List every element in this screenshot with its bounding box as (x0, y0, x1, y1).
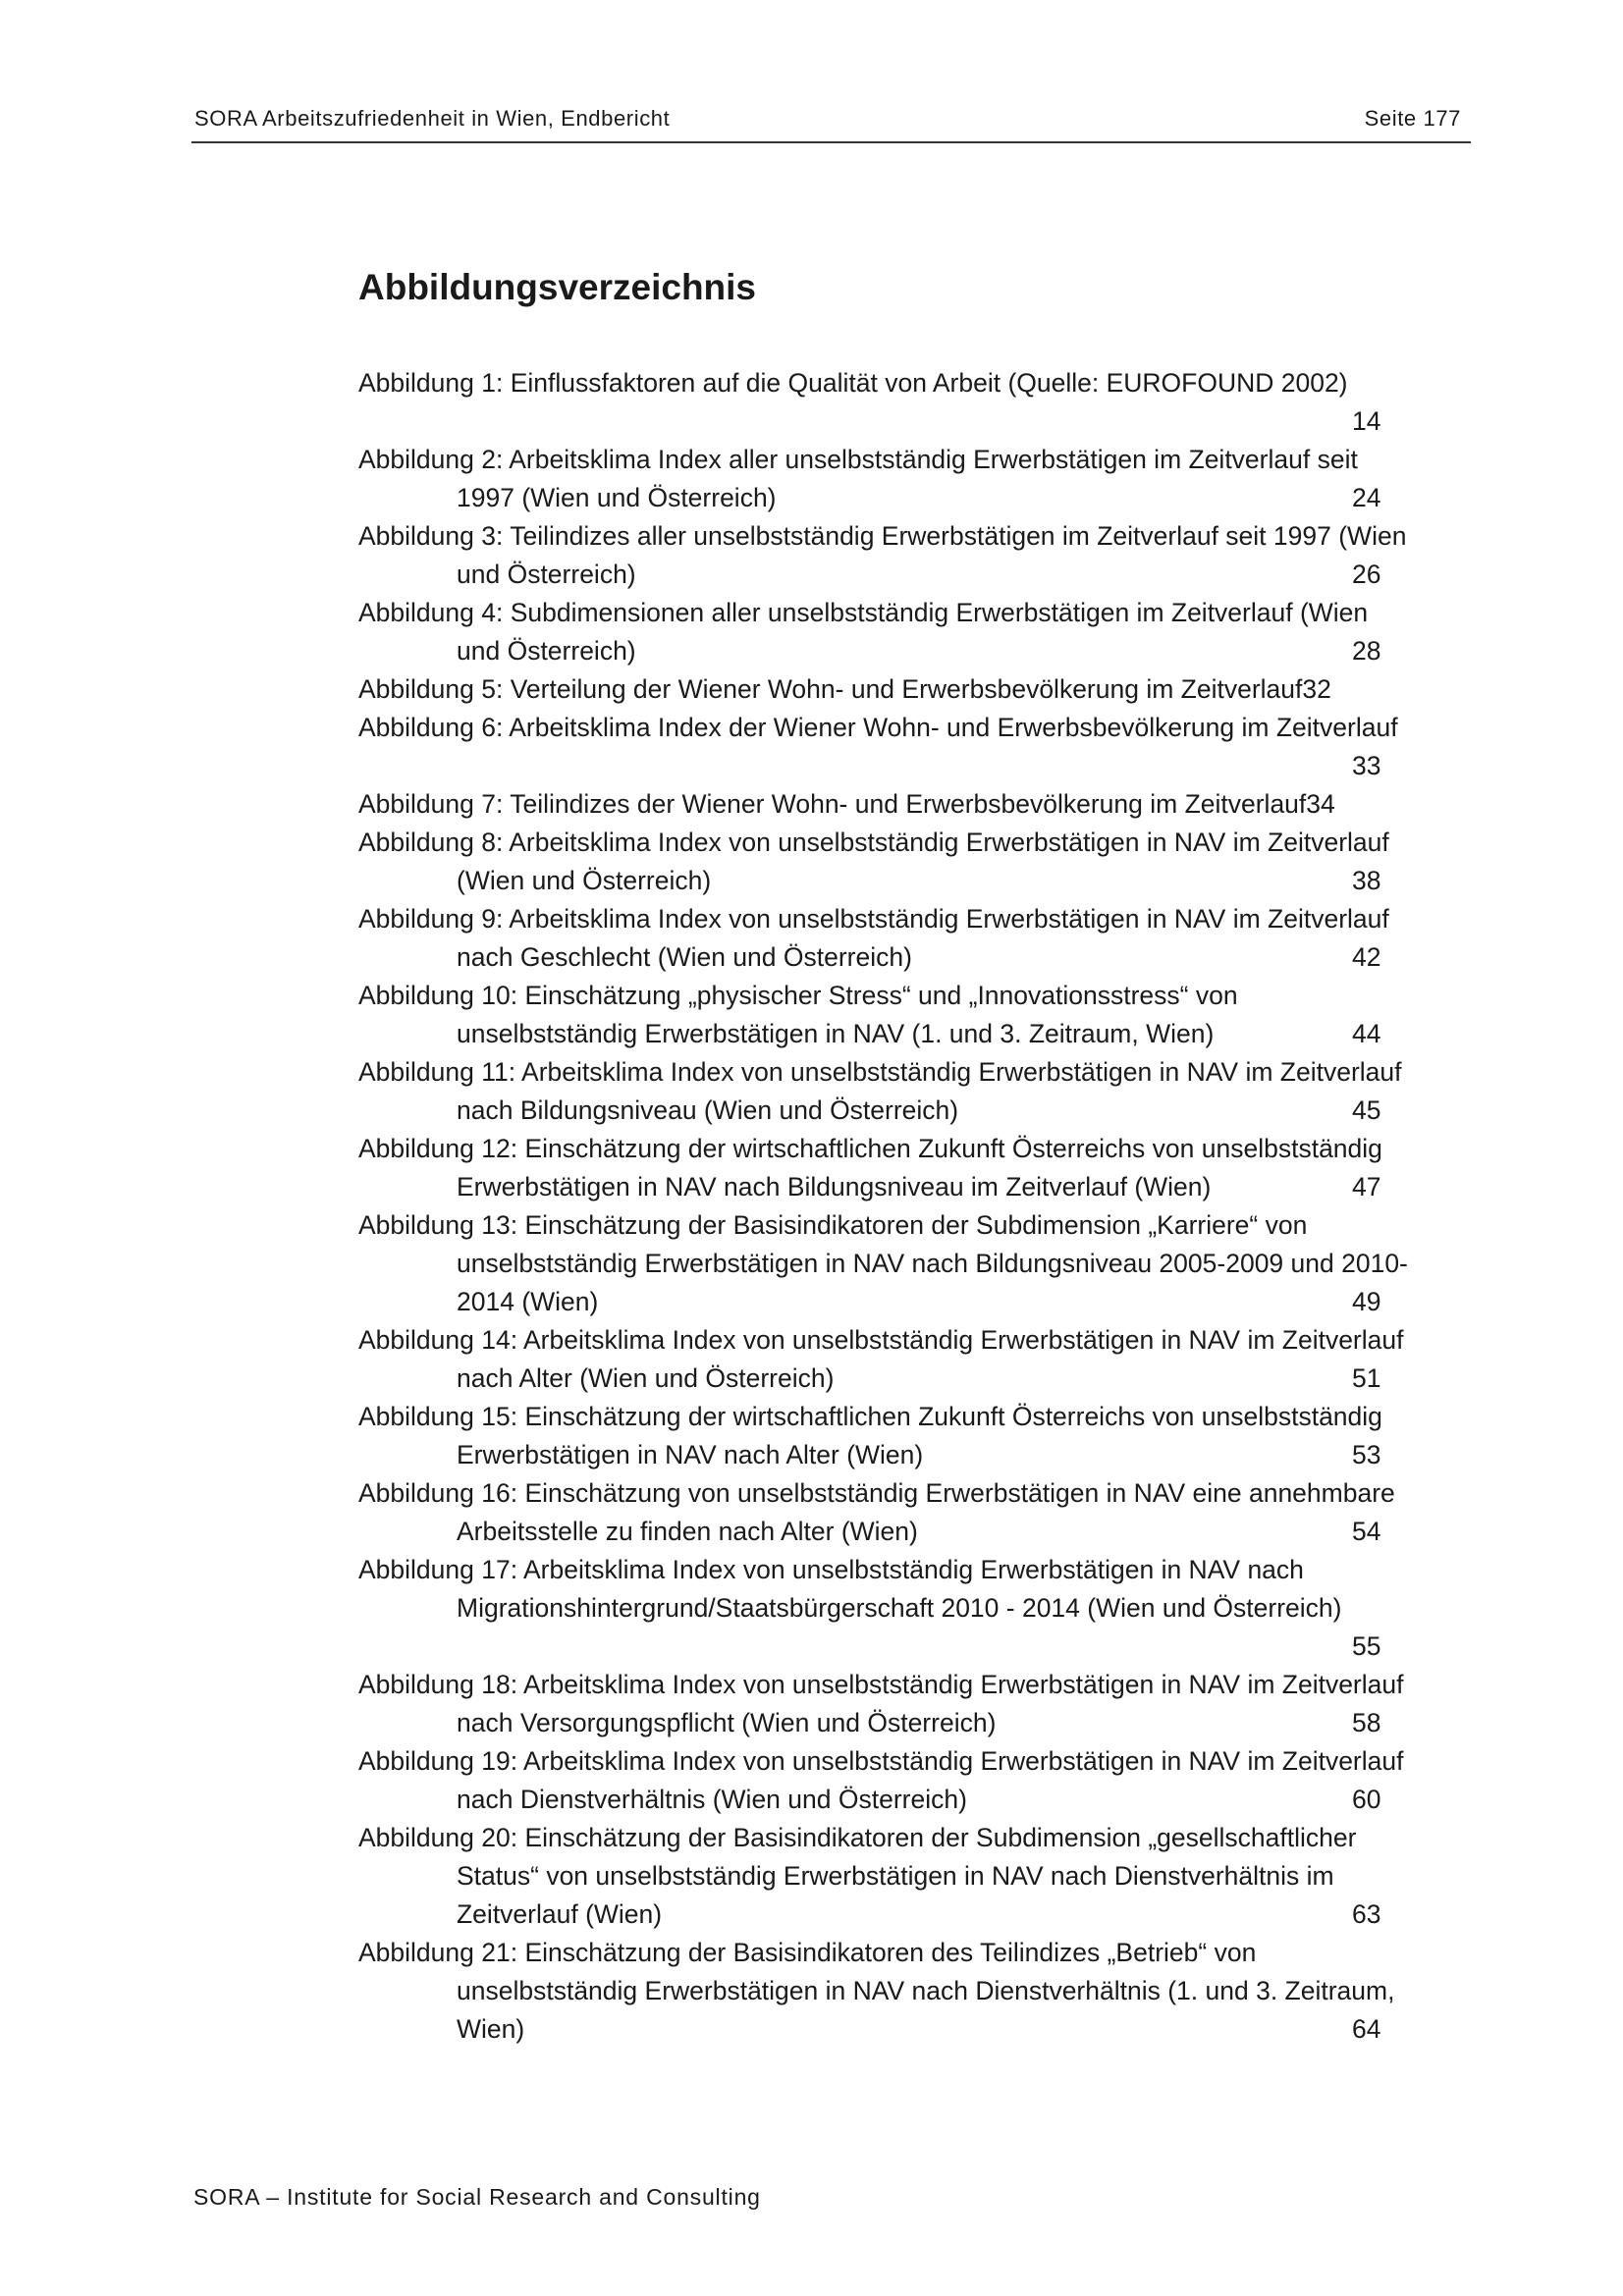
toc-entry-text: unselbstständig Erwerbstätigen in NAV (1. und 3. Zeitraum, Wien) (457, 1019, 1215, 1048)
toc-entry-line (358, 1321, 1473, 1360)
toc-entry[interactable] (358, 1934, 1473, 2049)
toc-entry-text: Abbildung 13: Einschätzung der Basisindikatoren der Subdimension „Karriere“ von (358, 1210, 1308, 1240)
toc-entry-text: Abbildung 4: Subdimensionen aller unselbstständig Erwerbstätigen im Zeitverlauf (Wien (358, 598, 1369, 627)
toc-entry-caption (358, 1742, 1473, 1819)
toc-entry-text: nach Versorgungspflicht (Wien und Österreich) (457, 1708, 997, 1737)
toc-entry-line (358, 2010, 1473, 2049)
toc-entry-line (358, 1015, 1473, 1053)
toc-entry-line (358, 517, 1473, 556)
toc-entry-text: Status“ von unselbstständig Erwerbstätigen in NAV nach Dienstverhältnis im (457, 1861, 1334, 1891)
toc-entry-caption (358, 364, 1473, 441)
toc-entry-line (358, 1130, 1473, 1168)
toc-entry-text: Migrationshintergrund/Staatsbürgerschaft 2010 - 2014 (Wien und Österreich) (457, 1593, 1342, 1623)
toc-entry-page-number: 45 (1352, 1095, 1381, 1125)
toc-entry-page-number: 32 (1302, 674, 1331, 704)
toc-entry[interactable] (358, 1206, 1473, 1321)
toc-entry-page-number: 33 (1352, 751, 1381, 780)
toc-entry-caption (358, 670, 1473, 709)
toc-entry-caption (358, 709, 1473, 785)
toc-entry[interactable] (358, 1474, 1473, 1551)
toc-entry-page-number: 63 (1352, 1899, 1381, 1929)
toc-entry-text: Abbildung 5: Verteilung der Wiener Wohn- und Erwerbsbevölkerung im Zeitverlauf (358, 674, 1303, 704)
toc-entry[interactable] (358, 1551, 1473, 1666)
toc-entry-caption (358, 1130, 1473, 1206)
toc-entry-line (358, 479, 1473, 517)
toc-entry-page-number: 51 (1352, 1363, 1381, 1393)
toc-entry-caption (358, 517, 1473, 594)
toc-entry-text: Abbildung 14: Arbeitsklima Index von unselbstständig Erwerbstätigen in NAV im Zeitverlauf (358, 1325, 1404, 1355)
toc-entry-text: 2014 (Wien) (457, 1287, 599, 1316)
toc-entry-text: unselbstständig Erwerbstätigen in NAV nach Bildungsniveau 2005-2009 und 2010- (457, 1249, 1408, 1278)
toc-entry-line (358, 938, 1473, 977)
toc-entry-caption (358, 1053, 1473, 1130)
toc-entry-text: nach Alter (Wien und Österreich) (457, 1363, 835, 1393)
toc-entry-line (358, 1398, 1473, 1436)
toc-entry[interactable] (358, 1742, 1473, 1819)
toc-entry[interactable] (358, 364, 1473, 441)
toc-entry-line (358, 709, 1473, 747)
toc-entry-text: Abbildung 12: Einschätzung der wirtschaftlichen Zukunft Österreichs von unselbstständig (358, 1134, 1382, 1163)
toc-entry[interactable] (358, 1398, 1473, 1474)
toc-entry-page-number: 38 (1352, 866, 1381, 895)
toc-entry-text: Abbildung 17: Arbeitsklima Index von unselbstständig Erwerbstätigen in NAV nach (358, 1555, 1304, 1584)
toc-entry[interactable] (358, 594, 1473, 670)
toc-entry-line (358, 556, 1473, 594)
toc-entry-text: und Österreich) (457, 560, 636, 589)
toc-entry-page-number: 26 (1352, 560, 1381, 589)
page-footer: SORA – Institute for Social Research and Consulting (193, 2184, 761, 2210)
toc-entry-text: und Österreich) (457, 636, 636, 666)
toc-entry-page-number: 47 (1352, 1172, 1381, 1201)
toc-entry-text: Zeitverlauf (Wien) (457, 1899, 663, 1929)
toc-entry-page-number: 54 (1352, 1517, 1381, 1546)
toc-entry-text (457, 406, 463, 436)
toc-entry-line (358, 1666, 1473, 1704)
toc-entry-page-number: 34 (1306, 789, 1335, 819)
toc-entry-text: Abbildung 3: Teilindizes aller unselbstständig Erwerbstätigen im Zeitverlauf seit 1997 (Wien (358, 521, 1407, 551)
toc-entry[interactable] (358, 785, 1473, 824)
toc-entry-text: nach Bildungsniveau (Wien und Österreich) (457, 1095, 959, 1125)
toc-entry-text (457, 751, 463, 780)
toc-entry[interactable] (358, 441, 1473, 517)
toc-entry-line (358, 1283, 1473, 1321)
toc-entry-text: (Wien und Österreich) (457, 866, 712, 895)
toc-entry-page-number: 28 (1352, 636, 1381, 666)
toc-entry-text: Wien) (457, 2014, 525, 2044)
toc-entry-line (358, 670, 1473, 709)
toc-entry-caption (358, 1551, 1473, 1666)
toc-entry-caption (358, 441, 1473, 517)
toc-entry-line (358, 1436, 1473, 1474)
toc-entry-line (358, 1513, 1473, 1551)
header-page-number: Seite 177 (1364, 106, 1461, 131)
toc-entry-line (358, 1628, 1473, 1666)
toc-entry-caption (358, 1934, 1473, 2049)
toc-entry-line (358, 1972, 1473, 2010)
toc-entry-page-number: 64 (1352, 2014, 1381, 2044)
toc-entry-caption (358, 1819, 1473, 1934)
toc-entry-caption (358, 977, 1473, 1053)
toc-entry[interactable] (358, 1666, 1473, 1742)
toc-entry[interactable] (358, 900, 1473, 977)
toc-entry-text: Abbildung 10: Einschätzung „physischer Stress“ und „Innovationsstress“ von (358, 981, 1238, 1010)
toc-entry-caption (358, 1666, 1473, 1742)
toc-entry-caption (358, 1474, 1473, 1551)
toc-entry-line (358, 862, 1473, 900)
toc-entry-page-number: 44 (1352, 1019, 1381, 1048)
toc-entry-line (358, 1206, 1473, 1245)
toc-entry-line (358, 1092, 1473, 1130)
toc-entry-line (358, 364, 1473, 402)
toc-entry-text: Abbildung 21: Einschätzung der Basisindikatoren des Teilindizes „Betrieb“ von (358, 1938, 1257, 1967)
toc-entry-caption (358, 1398, 1473, 1474)
toc-entry-caption (358, 900, 1473, 977)
toc-entry-page-number: 53 (1352, 1440, 1381, 1469)
toc-entry-line (358, 594, 1473, 632)
toc-entry-text: Abbildung 6: Arbeitsklima Index der Wiener Wohn- und Erwerbsbevölkerung im Zeitverlauf (358, 713, 1398, 742)
toc-entry[interactable] (358, 1819, 1473, 1934)
toc-entry-line (358, 785, 1473, 824)
toc-entry-page-number: 60 (1352, 1785, 1381, 1814)
toc-entry-text: nach Geschlecht (Wien und Österreich) (457, 942, 912, 972)
toc-entry-text: 1997 (Wien und Österreich) (457, 483, 777, 512)
toc-entry-page-number: 42 (1352, 942, 1381, 972)
toc-entry[interactable] (358, 709, 1473, 785)
toc-entry-text: Abbildung 18: Arbeitsklima Index von unselbstständig Erwerbstätigen in NAV im Zeitverlauf (358, 1670, 1404, 1699)
toc-entry-text: Abbildung 16: Einschätzung von unselbstständig Erwerbstätigen in NAV eine annehmbare (358, 1478, 1395, 1508)
toc-entry-caption (358, 594, 1473, 670)
toc-entry[interactable] (358, 517, 1473, 594)
toc-entry-text: Erwerbstätigen in NAV nach Alter (Wien) (457, 1440, 924, 1469)
toc-entry[interactable] (358, 824, 1473, 900)
toc-entry-text: unselbstständig Erwerbstätigen in NAV nach Dienstverhältnis (1. und 3. Zeitraum, (457, 1976, 1395, 2005)
toc-entry-line (358, 1742, 1473, 1781)
toc-entry-text: Abbildung 1: Einflussfaktoren auf die Qualität von Arbeit (Quelle: EUROFOUND 2002) (358, 368, 1348, 398)
toc-entry-line (358, 1168, 1473, 1206)
toc-entry-text: Abbildung 8: Arbeitsklima Index von unselbstständig Erwerbstätigen in NAV im Zeitverlauf (358, 828, 1389, 857)
toc-entry-line (358, 1857, 1473, 1896)
toc-entry-line (358, 402, 1473, 441)
toc-entry-text: Abbildung 15: Einschätzung der wirtschaftlichen Zukunft Österreichs von unselbstständig (358, 1402, 1382, 1431)
toc-entry-text: Abbildung 20: Einschätzung der Basisindikatoren der Subdimension „gesellschaftlicher (358, 1823, 1357, 1852)
toc-entry-text: Abbildung 11: Arbeitsklima Index von unselbstständig Erwerbstätigen in NAV im Zeitverlauf (358, 1057, 1402, 1087)
toc-entry[interactable] (358, 977, 1473, 1053)
toc-entry-line (358, 1819, 1473, 1857)
toc-entry-text: Arbeitsstelle zu finden nach Alter (Wien) (457, 1517, 918, 1546)
toc-entry[interactable] (358, 1321, 1473, 1398)
page-title: Abbildungsverzeichnis (358, 267, 757, 307)
figure-index-list (358, 364, 1473, 2049)
toc-entry[interactable] (358, 670, 1473, 709)
toc-entry-line (358, 1245, 1473, 1283)
toc-entry-line (358, 1704, 1473, 1742)
toc-entry[interactable] (358, 1130, 1473, 1206)
toc-entry-page-number: 14 (1352, 406, 1381, 436)
toc-entry-text: Erwerbstätigen in NAV nach Bildungsniveau im Zeitverlauf (Wien) (457, 1172, 1212, 1201)
toc-entry-page-number: 55 (1352, 1631, 1381, 1661)
toc-entry-line (358, 1781, 1473, 1819)
toc-entry-caption (358, 1206, 1473, 1321)
toc-entry-line (358, 441, 1473, 479)
toc-entry-page-number: 24 (1352, 483, 1381, 512)
toc-entry-line (358, 900, 1473, 938)
toc-entry-line (358, 632, 1473, 670)
toc-entry-line (358, 1474, 1473, 1513)
toc-entry-text: nach Dienstverhältnis (Wien und Österreich) (457, 1785, 967, 1814)
toc-entry-text: Abbildung 19: Arbeitsklima Index von unselbstständig Erwerbstätigen in NAV im Zeitverlauf (358, 1746, 1404, 1776)
running-header (191, 100, 1471, 143)
header-document-title: SORA Arbeitszufriedenheit in Wien, Endbericht (194, 106, 671, 131)
toc-entry-page-number: 49 (1352, 1287, 1381, 1316)
toc-entry-text (457, 1631, 463, 1661)
toc-entry-line (358, 1360, 1473, 1398)
toc-entry-line (358, 1551, 1473, 1589)
toc-entry-text: Abbildung 7: Teilindizes der Wiener Wohn- und Erwerbsbevölkerung im Zeitverlauf (358, 789, 1307, 819)
toc-entry-caption (358, 1321, 1473, 1398)
toc-entry-caption (358, 824, 1473, 900)
toc-entry-line (358, 977, 1473, 1015)
toc-entry-line (358, 1934, 1473, 1972)
toc-entry-line (358, 1053, 1473, 1092)
toc-entry[interactable] (358, 1053, 1473, 1130)
toc-entry-caption (358, 785, 1473, 824)
toc-entry-line (358, 747, 1473, 785)
toc-entry-line (358, 1589, 1473, 1628)
toc-entry-line (358, 1896, 1473, 1934)
toc-entry-text: Abbildung 2: Arbeitsklima Index aller unselbstständig Erwerbstätigen im Zeitverlauf seit (358, 445, 1358, 474)
toc-entry-page-number: 58 (1352, 1708, 1381, 1737)
toc-entry-line (358, 824, 1473, 862)
toc-entry-text: Abbildung 9: Arbeitsklima Index von unselbstständig Erwerbstätigen in NAV im Zeitverlauf (358, 904, 1389, 934)
